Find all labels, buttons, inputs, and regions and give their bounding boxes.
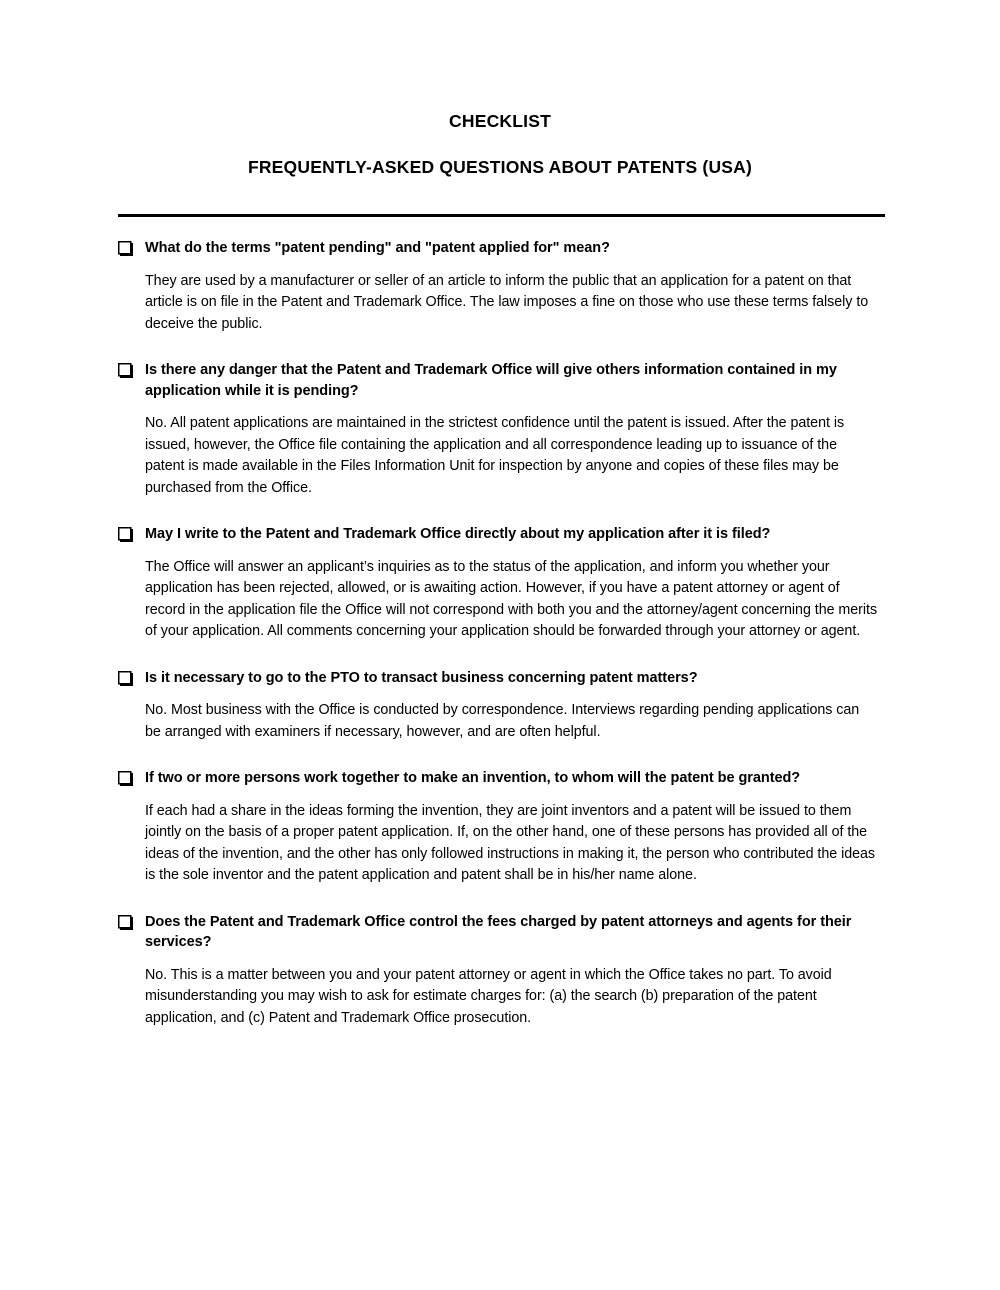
faq-answer: The Office will answer an applicant’s inquiries as to the status of the application, and inform you whether your application has been rejected, allowed, or is awaiting action. However, if you have a patent attorney or agent of record in the application file the Office will not correspond with both you and the attorney/agent concerning the merits of your application. All comments concerning your application should be forwarded through your attorney or agent. (145, 558, 878, 639)
faq-list (118, 238, 878, 1029)
header-divider-rule (118, 214, 885, 217)
faq-question: Is it necessary to go to the PTO to transact business concerning patent matters? (145, 669, 698, 686)
checkbox-icon[interactable] (118, 915, 133, 930)
faq-question: May I write to the Patent and Trademark Office directly about my application after it is filed? (145, 526, 771, 542)
faq-item (118, 668, 878, 744)
faq-item (118, 524, 878, 643)
checkbox-icon[interactable] (118, 671, 133, 686)
faq-question: If two or more persons work together to make an invention, to whom will the patent be granted? (145, 770, 801, 786)
faq-answer: No. All patent applications are maintained in the strictest confidence until the patent is issued. After the patent is issued, however, the Office file containing the application and all correspondence leading up to issuance of the patent is made available in the Files Information Unit for inspection by anyone and copies of these files may be purchased from the Office. (145, 415, 845, 496)
faq-answer: No. Most business with the Office is conducted by correspondence. Interviews regarding pending applications can be arranged with examiners if necessary, however, and are often helpful. (145, 702, 860, 740)
faq-question: Is there any danger that the Patent and Trademark Office will give others information contained in my application while it is pending? (145, 362, 837, 399)
checkbox-icon[interactable] (118, 363, 133, 378)
faq-item (118, 238, 878, 335)
faq-question-row (118, 238, 878, 259)
page-subtitle: FREQUENTLY-ASKED QUESTIONS ABOUT PATENTS (USA) (247, 157, 753, 177)
faq-item (118, 912, 878, 1030)
faq-answer: No. This is a matter between you and your patent attorney or agent in which the Office takes no part. To avoid misunderstanding you may wish to ask for estimate charges for: (a) the search (b) preparation of the patent application, and (c) Patent and Trademark Office prosecution. (145, 966, 832, 1026)
faq-answer: They are used by a manufacturer or seller of an article to inform the public that an application for a patent on that article is on file in the Patent and Trademark Office. The law imposes a fine on those who use these terms falsely to deceive the public. (145, 272, 869, 332)
faq-question: What do the terms "patent pending" and "patent applied for" mean? (145, 240, 610, 256)
page-title: CHECKLIST (449, 111, 551, 131)
faq-item (118, 360, 878, 499)
faq-answer: If each had a share in the ideas forming the invention, they are joint inventors and a patent will be issued to them jointly on the basis of a proper patent application. If, on the other hand, one of these persons has provided all of the ideas of the invention, and the other has only followed instructions in making it, the person who contributed the ideas is the sole inventor and the patent application and patent shall be in his/her name alone. (145, 802, 875, 883)
faq-question: Does the Patent and Trademark Office control the fees charged by patent attorneys and agents for their services? (145, 913, 852, 950)
checkbox-icon[interactable] (118, 771, 133, 786)
faq-item (118, 768, 878, 887)
checkbox-icon[interactable] (118, 241, 133, 256)
faq-question-row (118, 360, 878, 401)
faq-question-row (118, 912, 878, 953)
faq-question-row (118, 768, 878, 789)
checkbox-icon[interactable] (118, 527, 133, 542)
document-header (0, 110, 1000, 178)
faq-question-row (118, 668, 878, 689)
faq-question-row (118, 524, 878, 545)
